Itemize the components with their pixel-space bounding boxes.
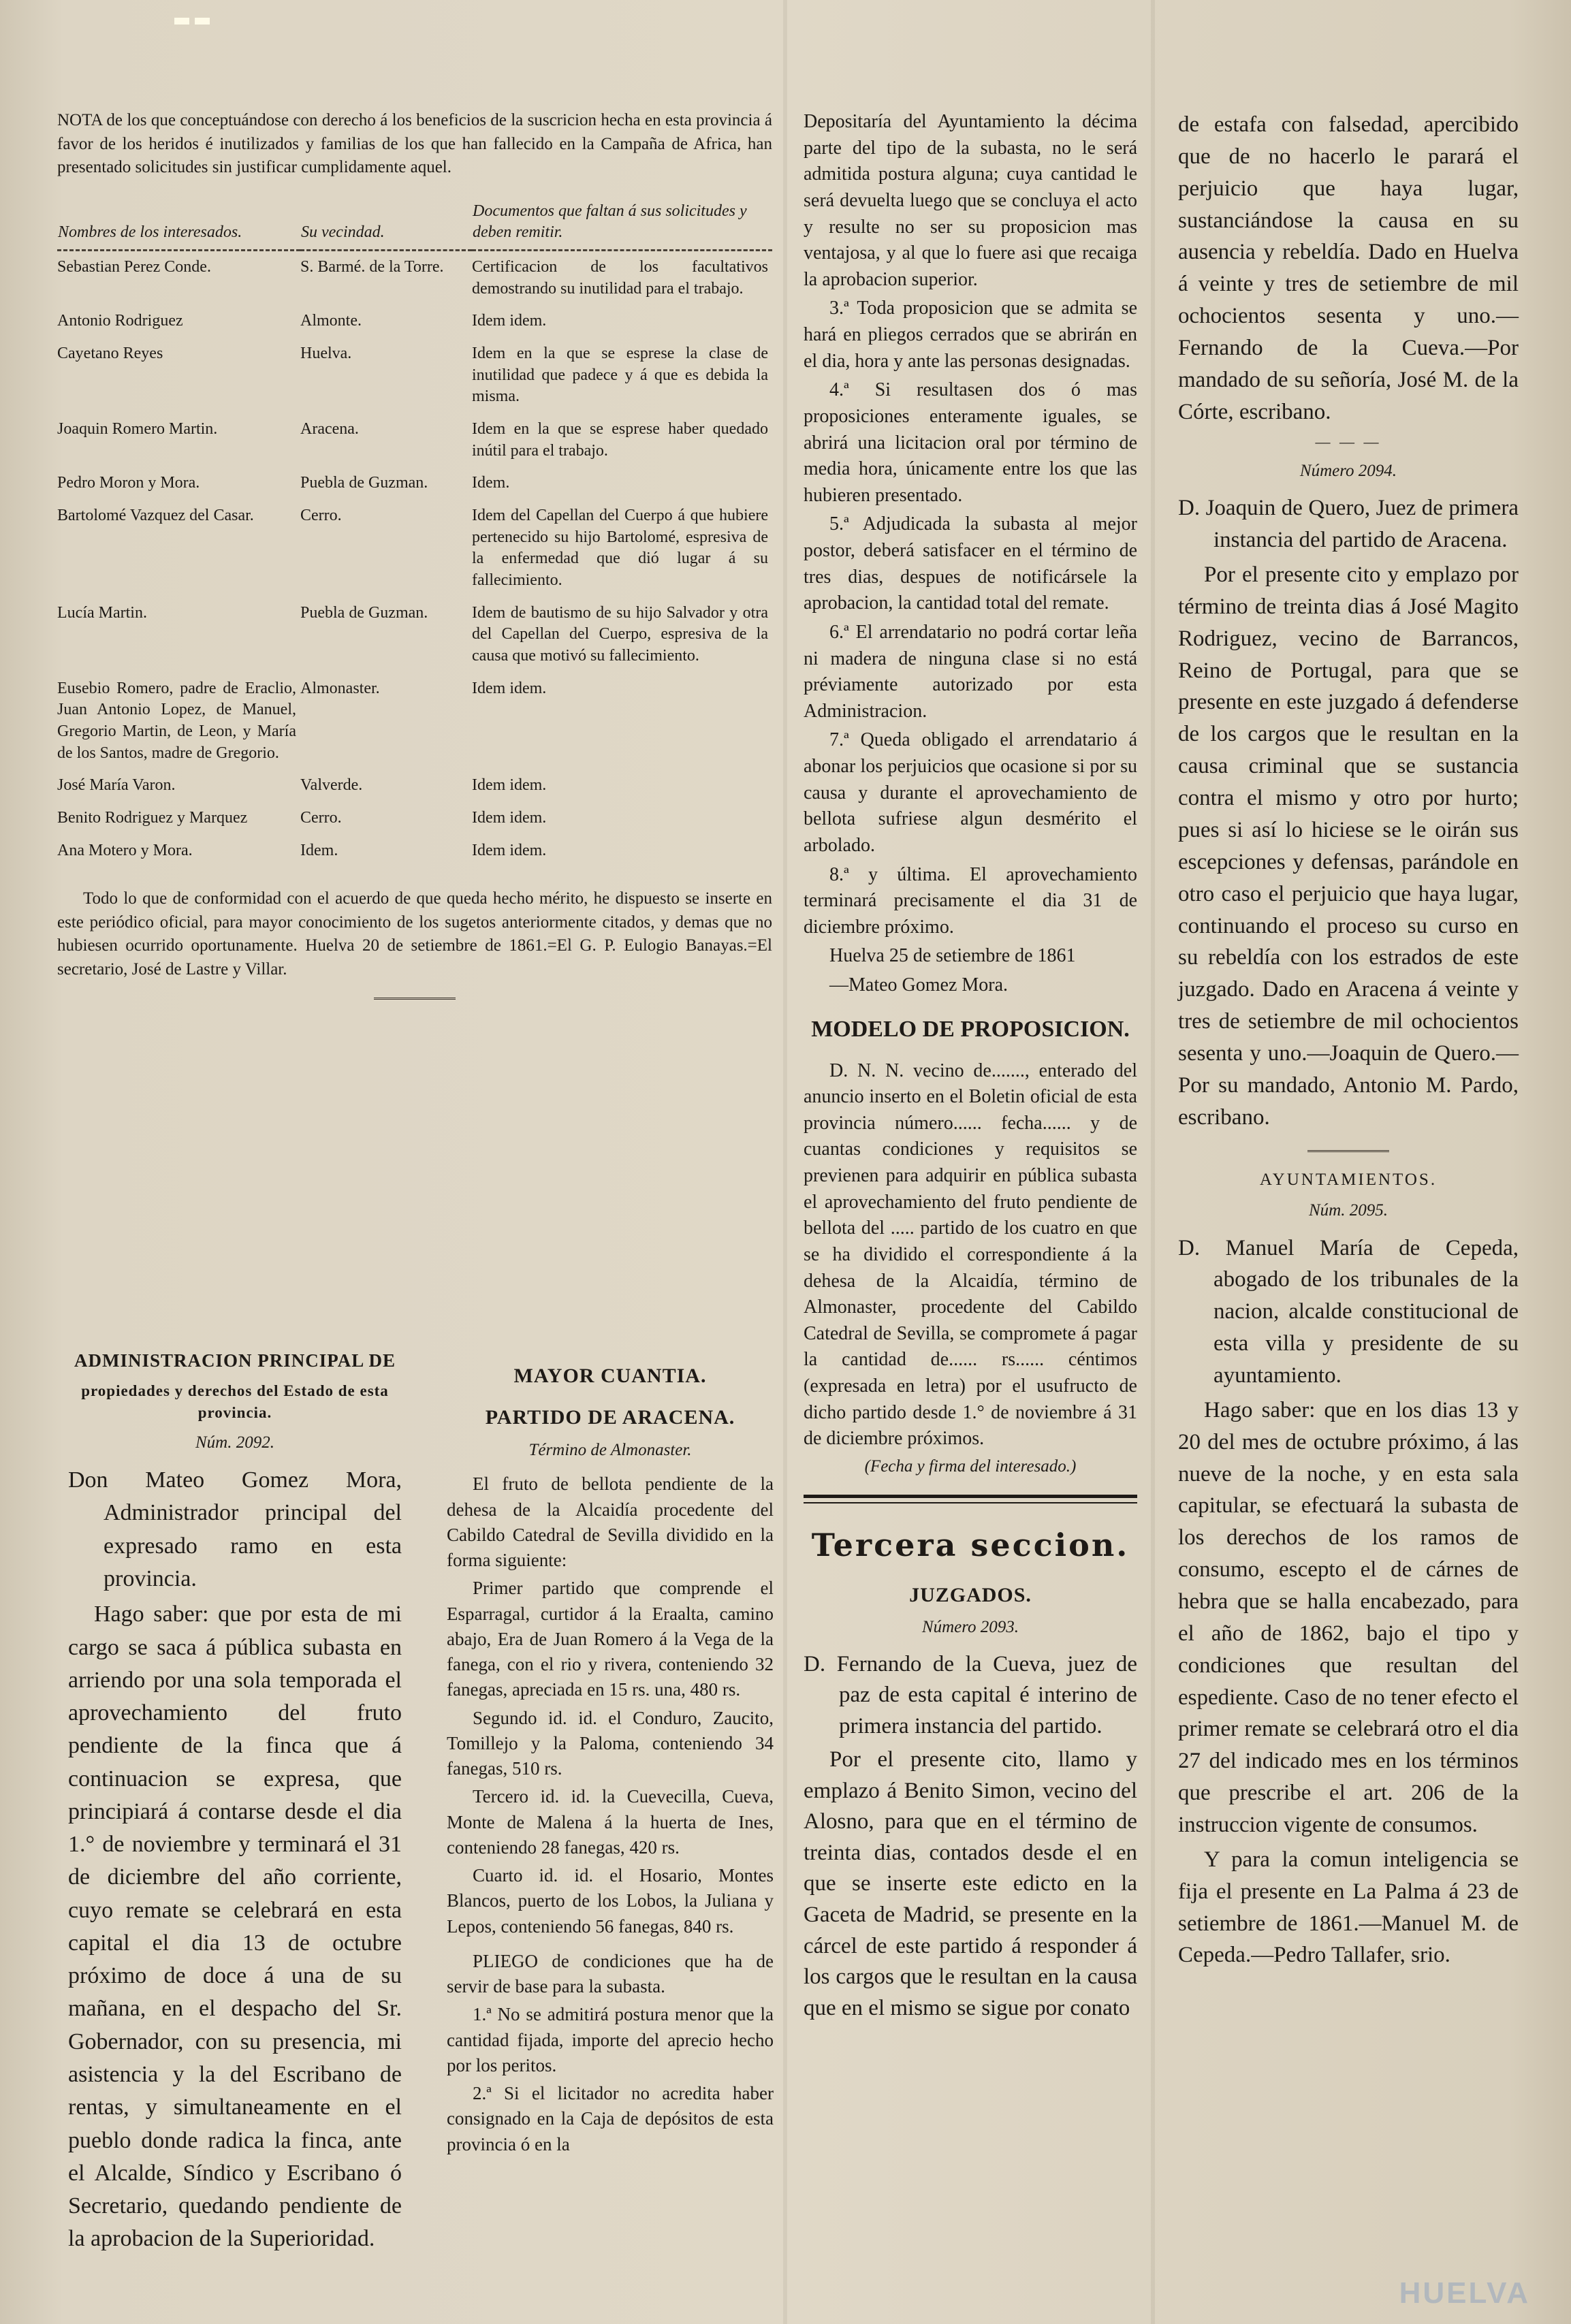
notice-body: Por el presente cito, llamo y emplazo á Benito Simon, vecino del Alosno, para que en el término de treinta dias, contados desde el en que se inserte este edicto en la Gaceta de Madrid, se presente en la cárcel de este partido á responder á los cargos que le resultan en la causa que en el mismo se sigue por conato (804, 1747, 1137, 2020)
column-header-documents: Documentos que faltan á sus solicitudes y deben remitir. (472, 200, 772, 251)
paragraph: 1.ª No se admitirá postura menor que la cantidad fijada, importe del aprecio hecho por los peritos. (447, 2004, 774, 2075)
section-subheading: PARTIDO DE ARACENA. (485, 1406, 735, 1429)
watermark-logo: HUELVA (1399, 2276, 1530, 2310)
table-row: Benito Rodriguez y Marquez Cerro. Idem idem. (57, 808, 547, 827)
paragraph: Huelva 25 de setiembre de 1861 (829, 945, 1076, 967)
paragraph: 2.ª Si el licitador no acredita haber consignado en la Caja de depósitos de esta provincia ó en la (447, 2083, 774, 2154)
rule (804, 1502, 1137, 1503)
print-mark (195, 18, 210, 25)
notice-body: Por el presente cito y emplazo por término de treinta dias á José Magito Rodriguez, vecino de Barrancos, Reino de Portugal, para que se presente en este juzgado á defenderse de los cargos que le resultan en la causa criminal que se sustancia contra el mismo y otro por hurto; pues si así lo hiciese se le oirán sus escepciones y defensas, parándole en otro caso el perjuicio que haya lugar, continuando el proceso su curso en su rebeldía con los estrados de este juzgado. Dado en Aracena á veinte y tres de setiembre de mil ochocientos sesenta y uno.—Joaquin de Quero.—Por su mandado, Antonio M. Pardo, escribano. (1178, 562, 1519, 1130)
signature-line: (Fecha y firma del interesado.) (864, 1457, 1077, 1476)
paragraph: de estafa con falsedad, apercibido que de no hacerlo le parará el perjuicio que haya lugar, sustanciándose la causa en su ausencia y rebeldía. Dado en Huelva á veinte y tres de setiembre de mil ochocientos sesenta y uno.—Fernando de la Cueva.—Por mandado de su señoría, José M. de la Córte, escribano. (1178, 112, 1519, 424)
separator: — — — (1315, 432, 1382, 450)
paragraph: 8.ª y última. El aprovechamiento terminará precisamente el dia 31 de diciembre próximo. (804, 863, 1137, 938)
section-subheading: JUZGADOS. (909, 1583, 1032, 1606)
col2-mayor-cuantia (447, 1348, 774, 2160)
section-subheading: propiedades y derechos del Estado de esta provincia. (81, 1382, 389, 1421)
col3 (804, 109, 1137, 2026)
column-header-names: Nombres de los interesados. (57, 200, 300, 251)
nota-intro: NOTA de los que conceptuándose con derecho á los beneficios de la suscricion hecha en esta provincia á favor de los heridos é inutilizados y familias de los que han fallecido en la Campaña de Africa, han presentado solicitudes sin justificar cumplidamente aquel. (57, 111, 772, 176)
claims-table (57, 200, 772, 867)
table-row: Bartolomé Vazquez del Casar. Cerro. Idem del Capellan del Cuerpo á que hubiere pertenecido su hijo Bartolomé, espresiva de la enfermedad que dió lugar á su fallecimiento. (57, 506, 768, 589)
table-row: Pedro Moron y Mora. Puebla de Guzman. Idem. (57, 474, 510, 492)
rule (804, 1495, 1137, 1498)
paragraph: 4.ª Si resultasen dos ó mas proposiciones enteramente iguales, se abrirá una licitacion oral por término de media hora, únicamente entre los que las hubieren presentado. (804, 379, 1137, 506)
paragraph: 5.ª Adjudicada la subasta al mejor postor, deberá satisfacer en el término de tres dias, despues de notificársele la aprobacion, la cantidad total del remate. (804, 513, 1137, 614)
notice-body: Hago saber: que por esta de mi cargo se saca á pública subasta en arriendo por una sola temporada el aprovechamiento del fruto pendiente de la finca que á continuacion se expresa, que principiará á contarse desde el dia 1.° de noviembre y terminará el 31 de diciembre del año corriente, cuyo remate se celebrará en esta capital el dia 13 de octubre próximo de doce á una de su mañana, en el despacho del Sr. Gobernador, con su presencia, mi asistencia y la del Escribano de rentas, y simultaneamente en el pueblo donde radica la finca, ante el Alcalde, Síndico y Escribano ó Secretario, quedando pendiente de la aprobacion de la Superioridad. (68, 1602, 402, 2252)
section-heading: MAYOR CUANTIA. (513, 1365, 707, 1387)
paragraph: 7.ª Queda obligado el arrendatario á abonar los perjuicios que ocasione si por su causa y durante el aprovechamiento de bellota sufriese algun desmérito el arbolado. (804, 729, 1137, 856)
separator (374, 998, 456, 1000)
term-label: Término de Almonaster. (528, 1440, 692, 1459)
table-row: Ana Motero y Mora. Idem. Idem idem. (57, 841, 547, 859)
notice-title: D. Joaquin de Quero, Juez de primera instancia del partido de Aracena. (1178, 496, 1519, 553)
paragraph: Depositaría del Ayuntamiento la décima parte del tipo de la subasta, no le será admitida postura alguna; cuya cantidad le será devuelta luego que se concluya el acto y resulte no ser su proposicion mas ventajosa, y al que lo fuere asi que recaiga la aprobacion superior. (804, 111, 1137, 290)
table-row: José María Varon. Valverde. Idem idem. (57, 776, 547, 795)
separator (1307, 1150, 1389, 1152)
notice-title: Don Mateo Gomez Mora, Administrador principal del expresado ramo en esta provincia. (68, 1467, 402, 1592)
notice-title: D. Manuel María de Cepeda, abogado de los tribunales de la nacion, alcalde constitucional de esta villa y presidente de su ayuntamiento. (1178, 1235, 1519, 1388)
table-row: Lucía Martin. Puebla de Guzman. Idem de bautismo de su hijo Salvador y otra del Capellan del Cuerpo, espresiva de la causa que motivó su fallecimiento. (57, 603, 768, 665)
notice-body: Y para la comun inteligencia se fija el presente en La Palma á 23 de setiembre de 1861.—Manuel M. de Cepeda.—Pedro Tallafer, srio. (1178, 1847, 1519, 1968)
paragraph: Tercero id. id. la Cuevecilla, Cueva, Monte de Malena á la huerta de Ines, conteniendo 28 fanegas, 420 rs. (447, 1786, 774, 1858)
table-row: Antonio Rodriguez Almonte. Idem idem. (57, 312, 547, 330)
table-row: Cayetano Reyes Huelva. Idem en la que se esprese la clase de inutilidad que padece y á que es debida la misma. (57, 344, 768, 406)
paragraph: 3.ª Toda proposicion que se admita se hará en pliegos cerrados que se abrirán en el dia, hora y ante las personas designadas. (804, 298, 1137, 372)
paragraph: PLIEGO de condiciones que ha de servir de base para la subasta. (447, 1950, 774, 1997)
paragraph: El fruto de bellota pendiente de la dehesa de la Alcaidía procedente del Cabildo Catedral de Sevilla dividido en la forma siguiente: (447, 1474, 774, 1571)
table-row: Joaquin Romero Martin. Aracena. Idem en la que se esprese haber quedado inútil para el trabajo. (57, 419, 768, 460)
section-heading: AYUNTAMIENTOS. (1259, 1170, 1438, 1189)
paragraph: Cuarto id. id. el Hosario, Montes Blancos, puerto de los Lobos, la Juliana y Lepos, conteniendo 56 fanegas, 840 rs. (447, 1865, 774, 1937)
table-row: Sebastian Perez Conde. S. Barmé. de la Torre. Certificacion de los facultativos demostrando su inutilidad para el trabajo. (57, 257, 768, 298)
col1-administracion (68, 1335, 402, 2259)
notice-number: Núm. 2095. (1309, 1201, 1388, 1220)
section-heading: Tercera seccion. (811, 1527, 1130, 1564)
paragraph: —Mateo Gomez Mora. (829, 974, 1009, 996)
section-heading: ADMINISTRACION PRINCIPAL DE (74, 1350, 396, 1371)
notice-number: Núm. 2092. (195, 1433, 274, 1452)
notice-title: D. Fernando de la Cueva, juez de paz de esta capital é interino de primera instancia del partido. (804, 1651, 1137, 1738)
notice-number: Número 2094. (1299, 461, 1397, 480)
nota-footer: Todo lo que de conformidad con el acuerdo de que queda hecho mérito, he dispuesto se inserte en este periódico oficial, para mayor conocimiento de los sugetos anteriormente citados, y demas que no hubiesen ocurrido oportunamente. Huelva 20 de setiembre de 1861.=El G. P. Eulogio Banayas.=El secretario, José de Lastre y Villar. (57, 889, 772, 978)
paragraph: Segundo id. id. el Conduro, Zaucito, Tomillejo y la Paloma, conteniendo 34 fanegas, 510 rs. (447, 1707, 774, 1779)
paragraph: Primer partido que comprende el Esparragal, curtidor á la Eraalta, camino abajo, Era de Juan Romero á la Vega de la fanega, con el rio y rivera, conteniendo 32 fanegas, apreciada en 15 rs. una, 480 rs. (447, 1578, 774, 1700)
paragraph: D. N. N. vecino de......., enterado del anuncio inserto en el Boletin oficial de esta provincia número...... fecha...... y de cuantas condiciones y requisitos se previenen para adquirir en pública subasta el aprovechamiento del fruto pendiente de bellota del ..... partido de los cuatro en que se ha dividido el correspondiente á la dehesa de la Alcaidía, término de Almonaster, procedente del Cabildo Catedral de Sevilla, se compromete á pagar la cantidad de...... rs...... céntimos (expresada en letra) por el usufructo de dicho partido desde 1.° de noviembre á 31 de diciembre próximos. (804, 1060, 1137, 1450)
table-row: Eusebio Romero, padre de Eraclio, Juan Antonio Lopez, de Manuel, Gregorio Martin, de Leon, y María de los Santos, madre de Gregorio. Almonaster. Idem idem. (57, 679, 547, 762)
column-fold (783, 0, 787, 2324)
column-header-residence: Su vecindad. (300, 200, 472, 251)
col4 (1178, 109, 1519, 1974)
model-heading: MODELO DE PROPOSICION. (811, 1016, 1130, 1042)
nota-section (57, 109, 772, 1016)
notice-number: Número 2093. (921, 1618, 1019, 1637)
notice-body: Hago saber: que en los dias 13 y 20 del mes de octubre próximo, á las nueve de la noche, y en esta sala capitular, se efectuará la subasta de los derechos de los ramos de consumo, escepto el de cárnes de hebra que se halla encabezado, para el año de 1862, bajo el tipo y condiciones que resultan del espediente. Caso de no tener efecto el primer remate se celebrará otro el dia 27 del indicado mes en los términos que prescribe el art. 206 de la instruccion vigente de consumos. (1178, 1397, 1519, 1837)
column-fold (1151, 0, 1155, 2324)
paragraph: 6.ª El arrendatario no podrá cortar leña ni madera de ninguna clase si no está préviamente autorizado por esta Administracion. (804, 621, 1137, 722)
print-mark (174, 18, 189, 25)
